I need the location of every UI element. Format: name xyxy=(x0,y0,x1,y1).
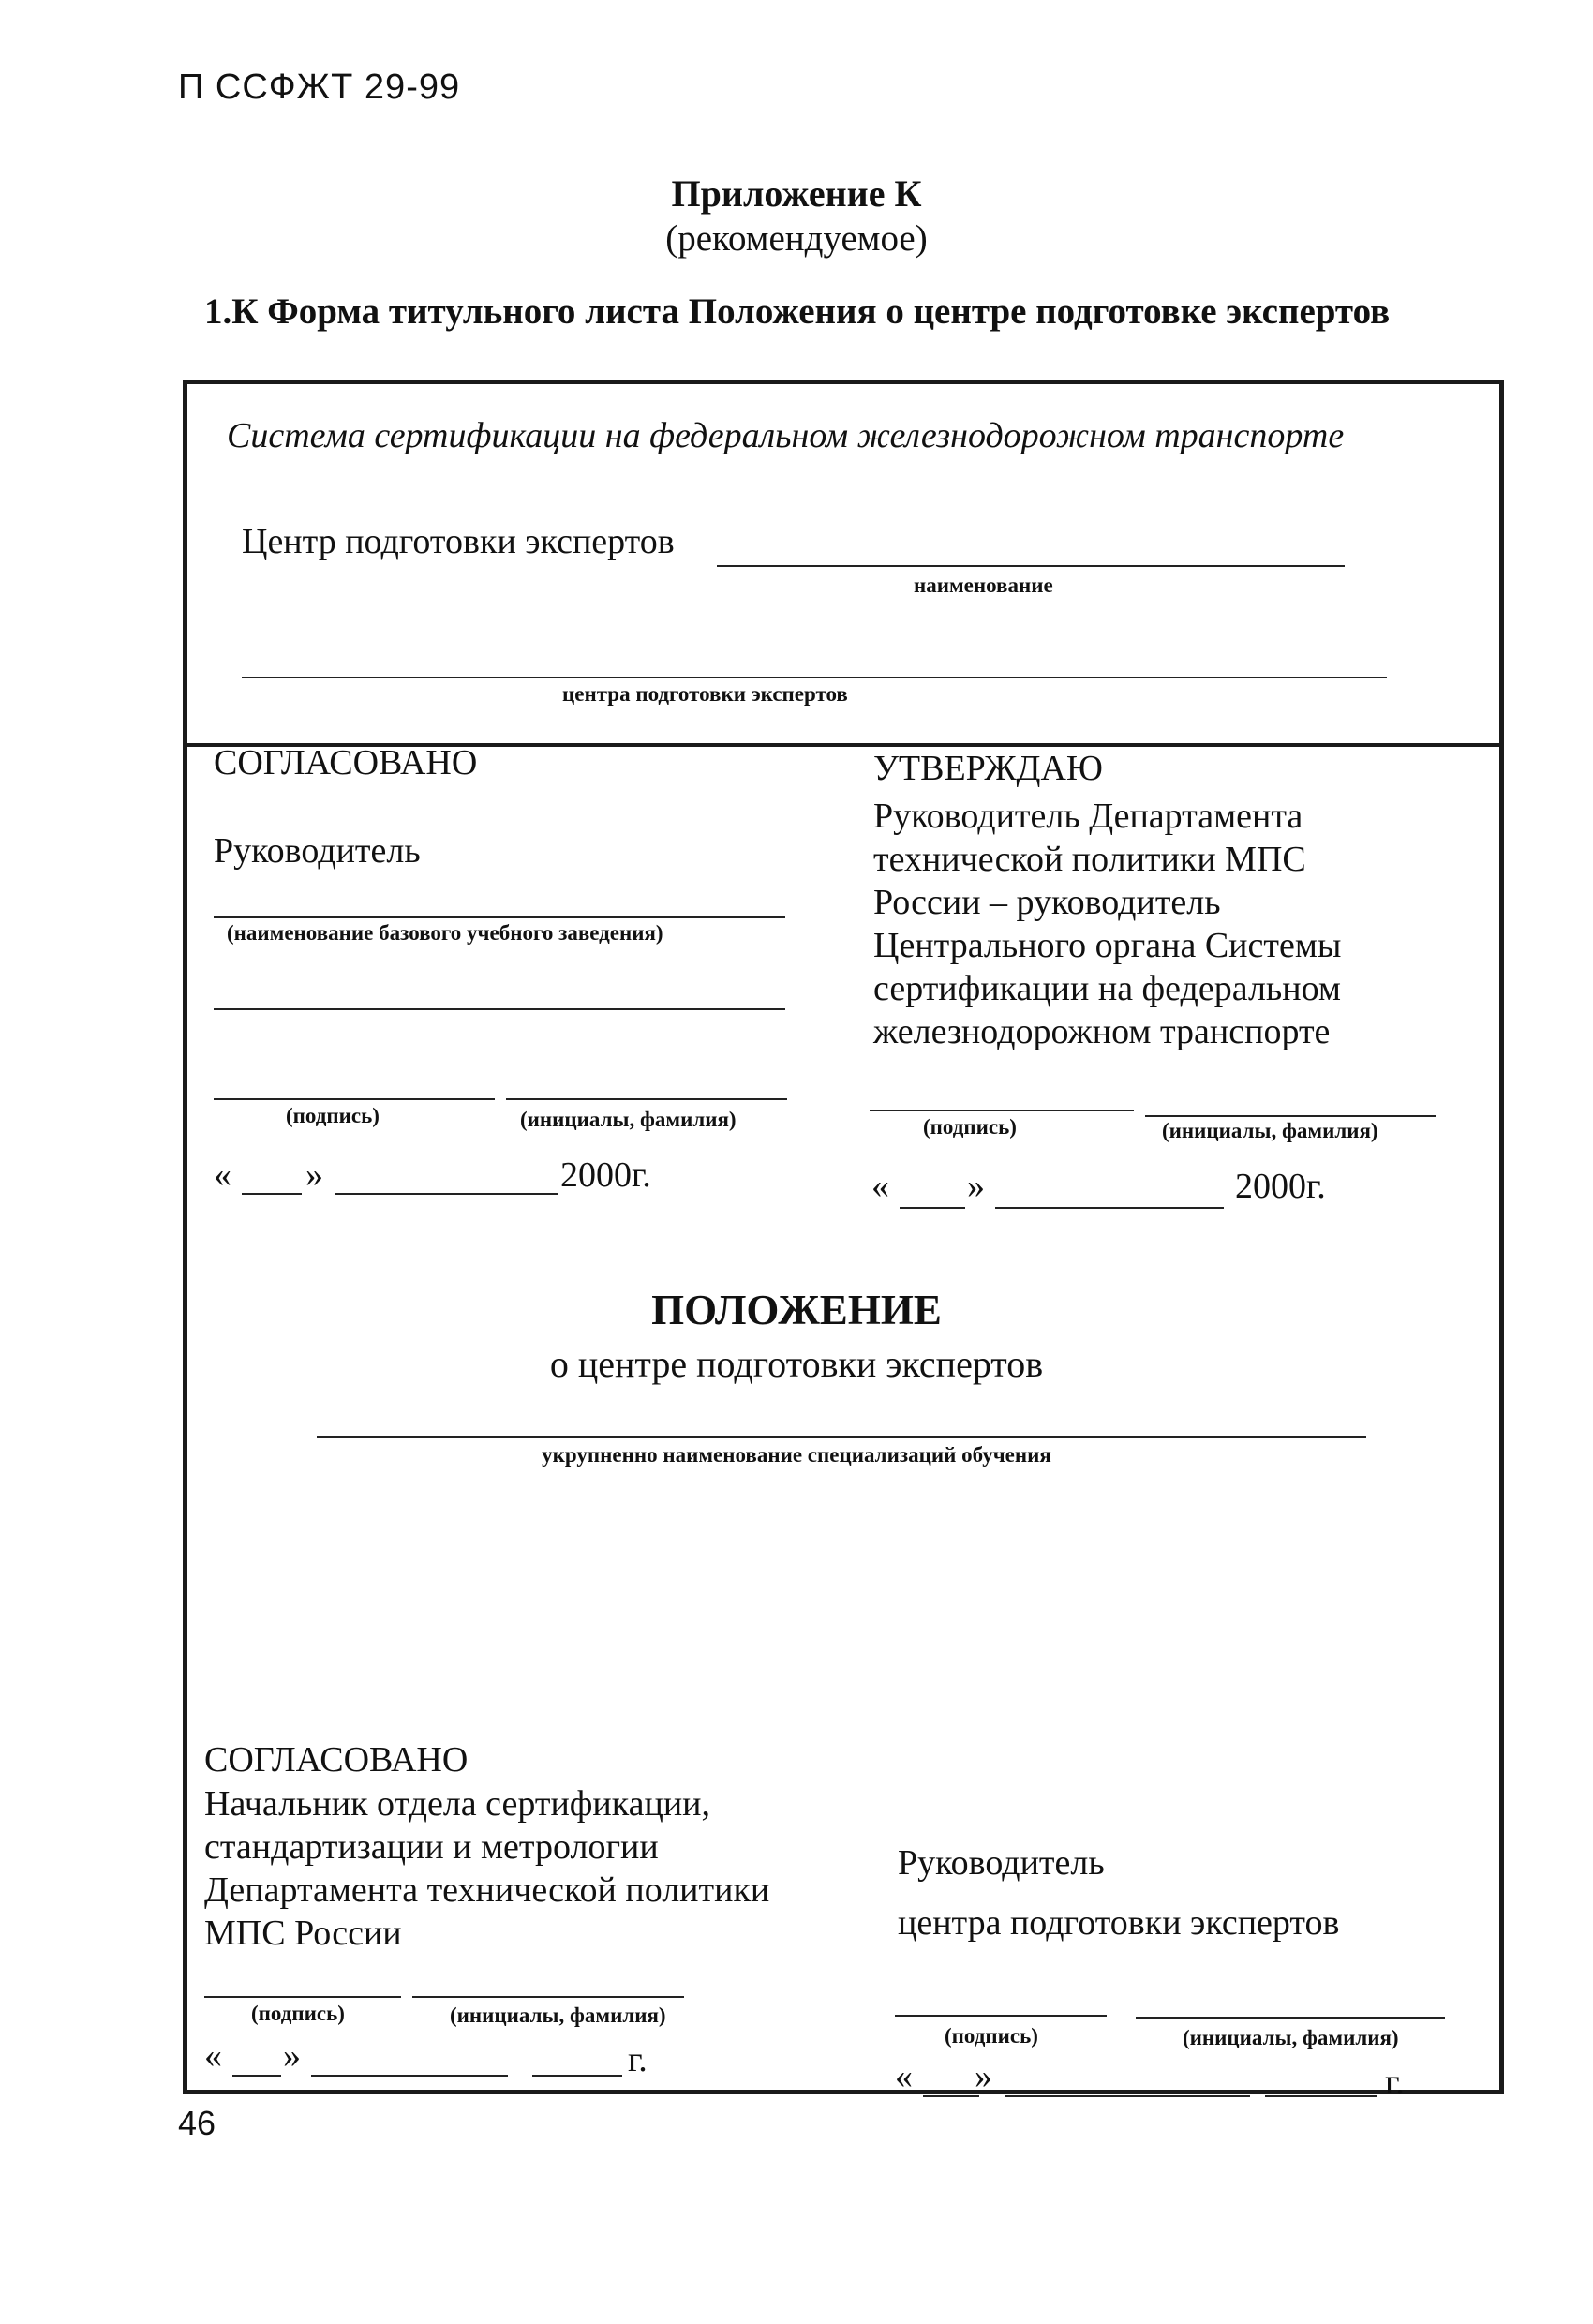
approve-role-line: железнодорожном транспорте xyxy=(873,1012,1331,1051)
head-bottom-name-line xyxy=(1136,2017,1445,2019)
system-name: Система сертификации на федеральном железнодорожном транспорте xyxy=(227,416,1345,455)
agreed-bottom-sign-caption: (подпись) xyxy=(251,2002,345,2025)
center-name-line xyxy=(717,565,1345,567)
name-line xyxy=(506,1098,787,1100)
appendix-title: Приложение К xyxy=(671,172,922,215)
approve-role-line: технической политики МПС xyxy=(873,840,1306,879)
agreed-bottom-role-line: стандартизации и метрологии xyxy=(204,1827,659,1867)
date-day-line xyxy=(242,1193,302,1195)
agreed-bottom-role-line: Начальник отдела сертификации, xyxy=(204,1784,711,1824)
specialization-caption: укрупненно наименование специализаций обучения xyxy=(542,1443,1051,1467)
agreed-bottom-name-caption: (инициалы, фамилия) xyxy=(450,2004,666,2027)
head-bottom-role: Руководитель xyxy=(898,1843,1105,1883)
head-bottom-year-line xyxy=(1265,2095,1377,2097)
approve-role xyxy=(873,795,1341,1053)
section-title: 1.К Форма титульного листа Положения о центре подготовке экспертов xyxy=(204,291,1391,332)
approve-date-year: 2000г. xyxy=(1235,1167,1326,1206)
head-bottom-date-close: » xyxy=(975,2057,992,2096)
agreed-bottom-year-line xyxy=(532,2075,622,2077)
approve-role-line: сертификации на федеральном xyxy=(873,969,1341,1008)
agreed-bottom-date-year: г. xyxy=(628,2040,648,2079)
approve-sign-line xyxy=(870,1110,1134,1111)
name-caption: наименование xyxy=(914,574,1053,597)
institution-line-2 xyxy=(214,1008,785,1010)
agreed-bottom-name-line xyxy=(412,1996,684,1998)
approve-title: УТВЕРЖДАЮ xyxy=(873,749,1103,788)
agreed-role: Руководитель xyxy=(214,831,421,871)
approve-role-line: Центрального органа Системы xyxy=(873,926,1342,965)
head-bottom-sign-caption: (подпись) xyxy=(945,2024,1038,2048)
date-close-quote: » xyxy=(305,1155,323,1195)
center-label: Центр подготовки экспертов xyxy=(242,522,675,561)
sign-line xyxy=(214,1098,495,1100)
document-title: ПОЛОЖЕНИЕ xyxy=(651,1287,942,1333)
head-bottom-date-year: г. xyxy=(1385,2063,1405,2102)
head-bottom-month-line xyxy=(1005,2095,1250,2097)
approve-role-line: России – руководитель xyxy=(873,883,1221,922)
head-bottom-day-line xyxy=(923,2095,979,2097)
approve-date-close: » xyxy=(967,1167,985,1206)
agreed-bottom-sign-line xyxy=(204,1996,401,1998)
head-bottom-name-caption: (инициалы, фамилия) xyxy=(1183,2026,1399,2049)
approve-name-line xyxy=(1145,1115,1436,1117)
institution-line xyxy=(214,916,785,918)
date-year: 2000г. xyxy=(560,1155,651,1195)
center-name-line-2 xyxy=(242,677,1387,678)
agreed-bottom-role-line: Департамента технической политики xyxy=(204,1870,770,1910)
institution-caption: (наименование базового учебного заведения) xyxy=(227,921,663,945)
document-code: П ССФЖТ 29-99 xyxy=(178,67,461,107)
head-bottom-sign-line xyxy=(895,2015,1107,2017)
head-bottom-date-open: « xyxy=(895,2057,913,2096)
agreed-title: СОГЛАСОВАНО xyxy=(214,743,478,782)
agreed-bottom-day-line xyxy=(232,2075,281,2077)
approve-month-line xyxy=(995,1207,1224,1209)
agreed-bottom-date-close: » xyxy=(283,2036,301,2076)
agreed-bottom-date-open: « xyxy=(204,2036,222,2076)
agreed-bottom-role-line: МПС России xyxy=(204,1914,402,1953)
page-number: 46 xyxy=(178,2104,216,2142)
sign-caption: (подпись) xyxy=(286,1104,380,1127)
date-month-line xyxy=(335,1193,558,1195)
approve-date-open: « xyxy=(871,1167,889,1206)
agreed-bottom-title: СОГЛАСОВАНО xyxy=(204,1740,469,1780)
approve-sign-caption: (подпись) xyxy=(923,1115,1017,1139)
approve-name-caption: (инициалы, фамилия) xyxy=(1162,1119,1378,1142)
approve-day-line xyxy=(900,1207,965,1209)
agreed-bottom-month-line xyxy=(311,2075,508,2077)
head-bottom-role-2: центра подготовки экспертов xyxy=(898,1903,1340,1943)
document-subtitle: о центре подготовки экспертов xyxy=(549,1343,1044,1385)
date-open-quote: « xyxy=(214,1155,231,1195)
agreed-bottom-role xyxy=(204,1782,769,1955)
specialization-line xyxy=(317,1436,1366,1438)
center-caption: центра подготовки экспертов xyxy=(562,682,848,706)
approve-role-line: Руководитель Департамента xyxy=(873,797,1303,836)
name-caption: (инициалы, фамилия) xyxy=(520,1108,737,1131)
appendix-subtitle: (рекомендуемое) xyxy=(665,218,928,259)
